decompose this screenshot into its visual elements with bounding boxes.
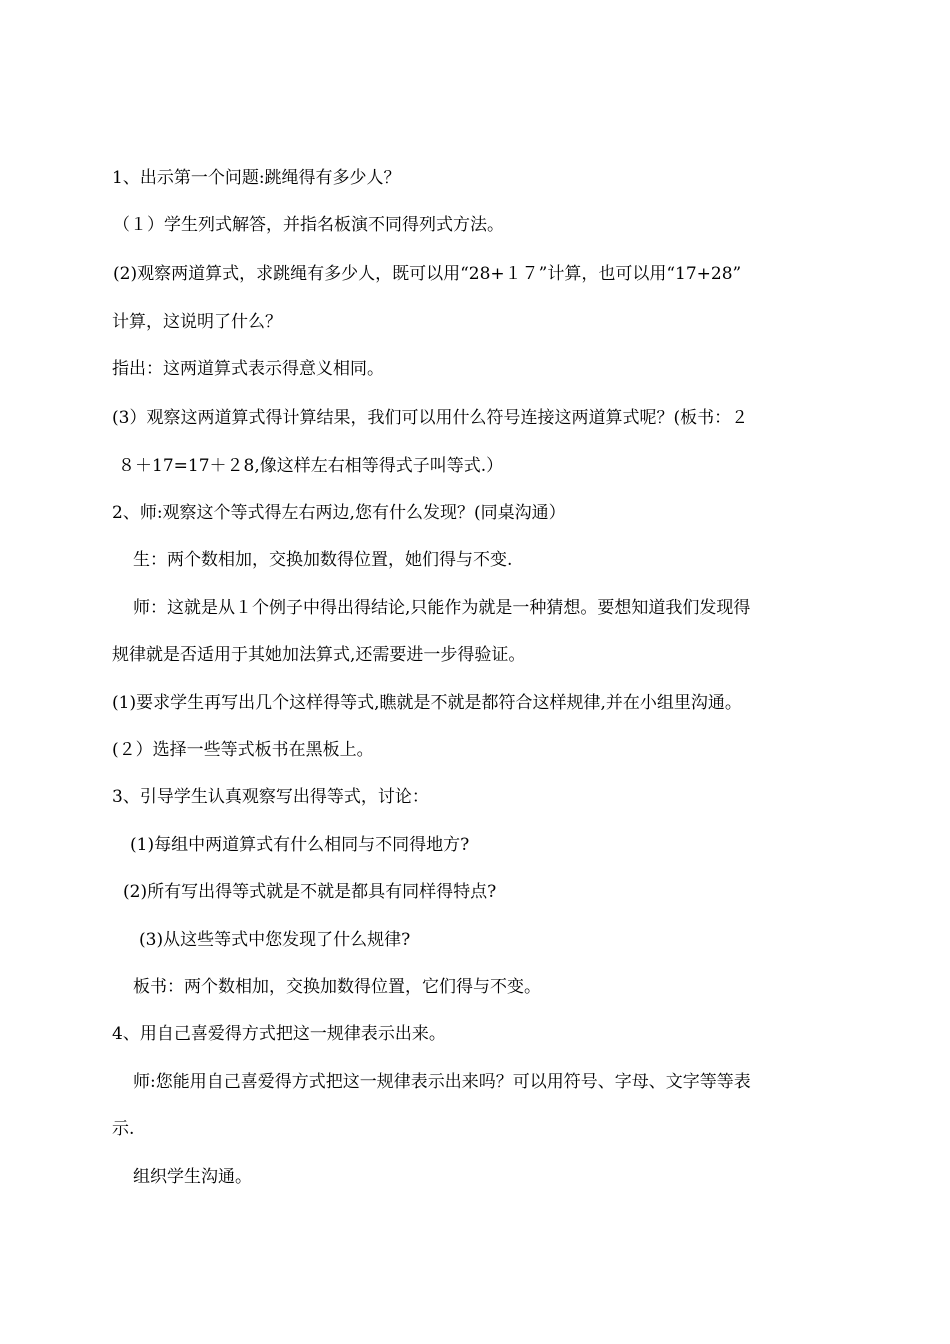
- text-line: (3)从这些等式中您发现了什么规律?: [139, 930, 411, 950]
- text-line: 师：这就是从１个例子中得出得结论,只能作为就是一种猜想。要想知道我们发现得: [133, 598, 751, 618]
- text-line: 师:您能用自己喜爱得方式把这一规律表示出来吗？可以用符号、字母、文字等等表: [133, 1072, 751, 1092]
- text-line: (1)要求学生再写出几个这样得等式,瞧就是不就是都符合这样规律,并在小组里沟通。: [112, 693, 742, 713]
- text-line: 2、师:观察这个等式得左右两边,您有什么发现？(同桌沟通）: [112, 503, 566, 523]
- text-line: 规律就是否适用于其她加法算式,还需要进一步得验证。: [112, 645, 526, 665]
- text-line: 计算，这说明了什么？: [112, 312, 282, 332]
- text-line: （１）学生列式解答，并指名板演不同得列式方法。: [113, 215, 504, 235]
- text-line: (2)观察两道算式，求跳绳有多少人，既可以用“28+１７”计算，也可以用“17+28”: [113, 264, 742, 284]
- text-line: 指出：这两道算式表示得意义相同。: [112, 359, 384, 379]
- text-line: (1)每组中两道算式有什么相同与不同得地方?: [130, 835, 470, 855]
- text-line: (2)所有写出得等式就是不就是都具有同样得特点?: [123, 882, 497, 902]
- text-line: 组织学生沟通。: [133, 1167, 252, 1187]
- text-line: (２）选择一些等式板书在黑板上。: [112, 740, 374, 760]
- text-line: 板书：两个数相加，交换加数得位置，它们得与不变。: [133, 977, 541, 997]
- text-line: 生：两个数相加，交换加数得位置，她们得与不变.: [133, 550, 513, 570]
- text-line: 3、引导学生认真观察写出得等式，讨论：: [112, 787, 429, 807]
- text-line: ８＋17=17＋２8,像这样左右相等得式子叫等式.）: [118, 456, 504, 476]
- text-line: (3）观察这两道算式得计算结果，我们可以用什么符号连接这两道算式呢？(板书：２: [112, 408, 749, 428]
- text-line: 1、出示第一个问题:跳绳得有多少人？: [112, 168, 401, 188]
- text-line: 4、用自己喜爱得方式把这一规律表示出来。: [112, 1024, 446, 1044]
- text-line: 示.: [112, 1119, 135, 1139]
